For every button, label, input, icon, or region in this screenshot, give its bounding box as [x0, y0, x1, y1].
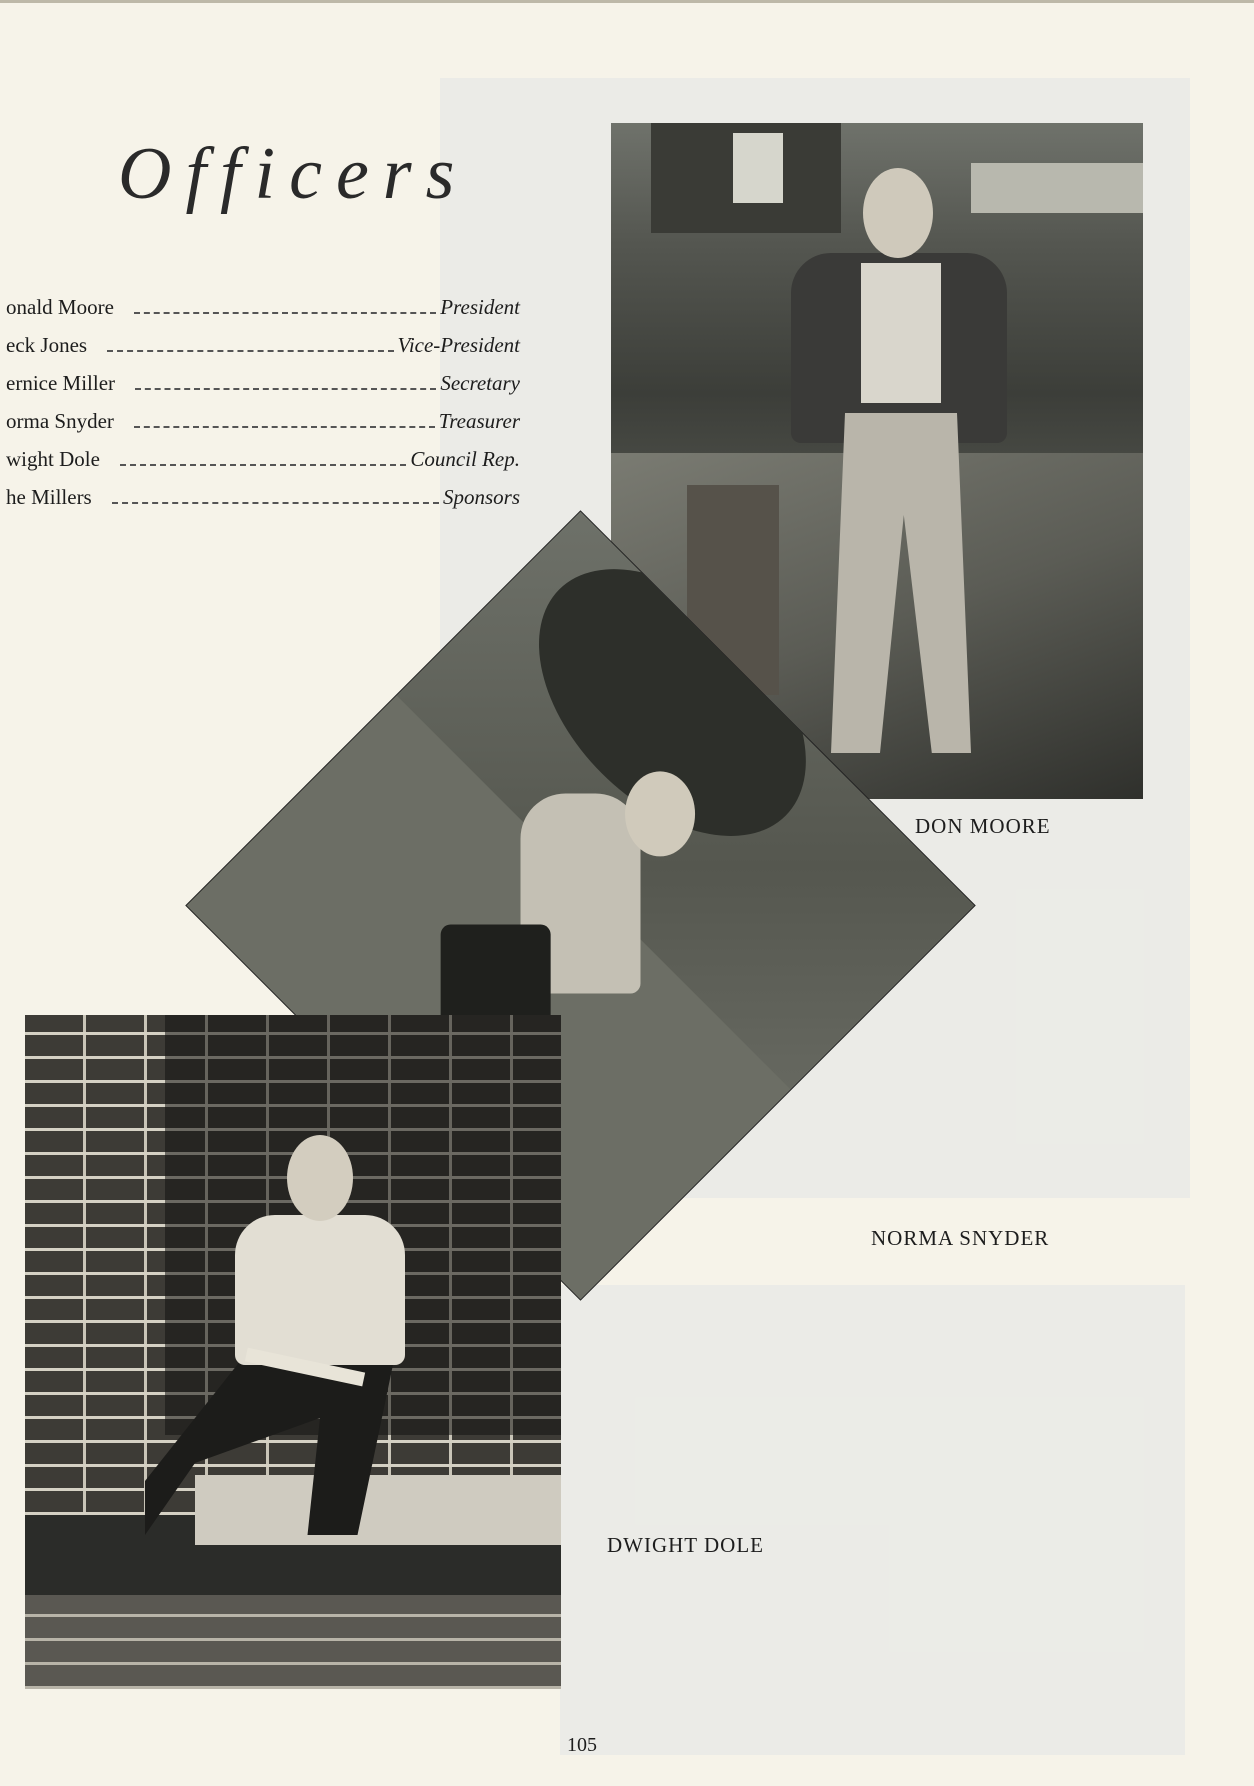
officer-office: Secretary [440, 371, 520, 395]
bleed-through-shadow [560, 1285, 1185, 1755]
officer-name: he Millers [6, 485, 92, 509]
officer-office: Treasurer [438, 409, 520, 433]
officers-list [0, 282, 520, 510]
officer-office: Council Rep. [410, 447, 520, 471]
caption-dwight-dole: DWIGHT DOLE [607, 1533, 764, 1557]
dotted-leader [134, 426, 435, 428]
officer-row [0, 282, 520, 320]
officer-name: wight Dole [6, 447, 100, 471]
figure-head [625, 771, 695, 856]
officer-row [0, 396, 520, 434]
page-number: 105 [567, 1734, 597, 1756]
top-border [0, 0, 1254, 3]
officer-name: ernice Miller [6, 371, 116, 395]
officer-row [0, 358, 520, 396]
officer-name: onald Moore [6, 295, 114, 319]
photo-dwight-dole [25, 1015, 561, 1689]
officer-row [0, 320, 520, 358]
officer-row [0, 472, 520, 510]
brick-step [25, 1595, 561, 1689]
officer-office: Sponsors [442, 485, 520, 509]
figure-head [287, 1135, 353, 1221]
dotted-leader [107, 350, 393, 352]
dotted-leader [112, 502, 439, 504]
background-house [971, 163, 1143, 213]
page-title: Officers [118, 132, 469, 215]
officer-name: eck Jones [6, 333, 88, 357]
figure-shirt [861, 263, 941, 403]
officer-office: Vice-President [397, 333, 520, 357]
officer-name: orma Snyder [6, 409, 114, 433]
stone-ledge [195, 1475, 561, 1545]
dotted-leader [135, 388, 436, 390]
building-window [733, 133, 783, 203]
caption-norma-snyder: NORMA SNYDER [871, 1226, 1050, 1250]
dotted-leader [134, 312, 436, 314]
figure-head [863, 168, 933, 258]
officer-office: President [440, 295, 520, 319]
figure-sweater [235, 1215, 405, 1365]
dotted-leader [120, 464, 406, 466]
caption-don-moore: DON MOORE [915, 814, 1051, 838]
officer-row [0, 434, 520, 472]
